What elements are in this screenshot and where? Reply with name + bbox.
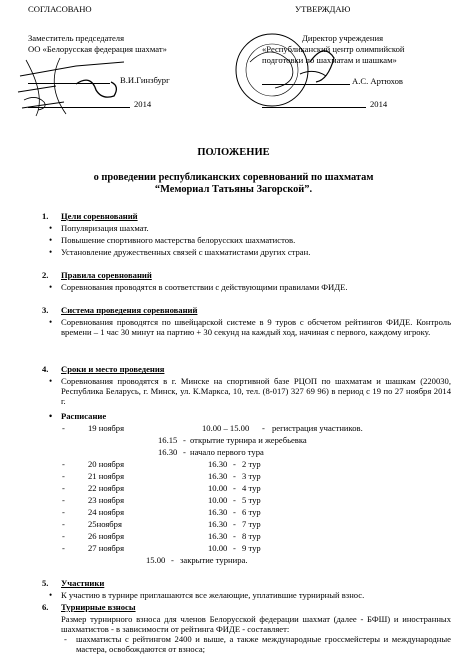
schedule-row bbox=[62, 459, 442, 469]
section-1-number: 1. bbox=[42, 211, 49, 221]
schedule-row bbox=[62, 423, 442, 433]
schedule-time: 10.00 bbox=[208, 543, 228, 553]
schedule-separator: - bbox=[262, 423, 265, 433]
schedule-time: 16.30 bbox=[208, 459, 228, 469]
schedule-dash: - bbox=[62, 483, 65, 493]
schedule-date: 19 ноября bbox=[88, 423, 125, 433]
section-1-item-3: • Установление дружественных связей с шахматистами других стран. bbox=[61, 247, 310, 257]
document-subtitle-line-1: о проведении республиканских соревнований по шахматам bbox=[93, 172, 374, 183]
schedule-separator: - bbox=[233, 507, 236, 517]
schedule-dash: - bbox=[62, 459, 65, 469]
schedule-dash: - bbox=[62, 543, 65, 553]
approval-left-signature-name: В.И.Гинзбург bbox=[120, 75, 170, 85]
section-6-text: Размер турнирного взноса для членов Белорусской федерации шахмат (далее - БФШ) и иностранных шахматистов - в зависимости от рейтинга ФИДЕ - составляет: bbox=[61, 614, 451, 634]
approval-right-title: УТВЕРЖДАЮ bbox=[295, 4, 351, 14]
schedule-separator: - bbox=[183, 447, 186, 457]
section-4-text: • Соревнования проводятся в г. Минске на спортивной базе РЦОП по шахматам и шашкам (220030, Республика Беларусь, г. Минск, ул. К.Маркса, 10, тел. (8-017) 327 69 96) в период с 19 по 27 ноября 2014 г. bbox=[61, 376, 451, 406]
schedule-row bbox=[62, 495, 442, 505]
schedule-event: 8 тур bbox=[242, 531, 261, 541]
approval-left-organization: ОО «Белорусская федерация шахмат» bbox=[28, 44, 167, 54]
schedule-date: 22 ноября bbox=[88, 483, 125, 493]
schedule-separator: - bbox=[233, 483, 236, 493]
schedule-date: 21 ноября bbox=[88, 471, 125, 481]
section-1-item-2: • Повышение спортивного мастерства белорусских шахматистов. bbox=[61, 235, 295, 245]
schedule-event: открытие турнира и жеребьевка bbox=[190, 435, 307, 445]
schedule-separator: - bbox=[183, 435, 186, 445]
schedule-date: 25ноября bbox=[88, 519, 122, 529]
schedule-event: 6 тур bbox=[242, 507, 261, 517]
schedule-time: 16.30 bbox=[158, 447, 178, 457]
section-5-number: 5. bbox=[42, 578, 49, 588]
schedule-event: начало первого тура bbox=[190, 447, 264, 457]
approval-right-organization-1: «Республиканский центр олимпийской bbox=[262, 44, 405, 54]
section-3-number: 3. bbox=[42, 305, 49, 315]
schedule-row bbox=[62, 447, 442, 457]
section-6-number: 6. bbox=[42, 602, 49, 612]
schedule-row bbox=[62, 435, 442, 445]
schedule-separator: - bbox=[171, 555, 174, 565]
schedule-event: 7 тур bbox=[242, 519, 261, 529]
schedule-date: 20 ноября bbox=[88, 459, 125, 469]
schedule-row bbox=[62, 507, 442, 517]
schedule-row bbox=[62, 471, 442, 481]
schedule-dash: - bbox=[62, 423, 65, 433]
schedule-row bbox=[62, 543, 442, 553]
schedule-date: 27 ноября bbox=[88, 543, 125, 553]
approval-right-position: Директор учреждения bbox=[302, 33, 384, 43]
schedule-row bbox=[62, 519, 442, 529]
section-5-title: Участники bbox=[61, 578, 105, 588]
schedule-time: 16.30 bbox=[208, 507, 228, 517]
section-2-title: Правила соревнований bbox=[61, 270, 152, 280]
document-subtitle-line-2: “Мемориал Татьяны Загорской”. bbox=[154, 184, 313, 195]
approval-right-date: 2014 bbox=[370, 99, 388, 109]
schedule-date: 26 ноября bbox=[88, 531, 125, 541]
document-title: ПОЛОЖЕНИЕ bbox=[197, 147, 270, 158]
schedule-row bbox=[62, 531, 442, 541]
schedule-event: 9 тур bbox=[242, 543, 261, 553]
schedule-event: 3 тур bbox=[242, 471, 261, 481]
left-stamp-seal bbox=[16, 56, 126, 118]
schedule-time: 16.30 bbox=[208, 531, 228, 541]
schedule-label: • Расписание bbox=[61, 411, 106, 421]
schedule-time: 10.00 bbox=[208, 483, 228, 493]
schedule-separator: - bbox=[233, 459, 236, 469]
schedule-event: регистрация участников. bbox=[272, 423, 363, 433]
section-6-title: Турнирные взносы bbox=[61, 602, 136, 612]
schedule-row bbox=[62, 483, 442, 493]
section-1-title: Цели соревнований bbox=[61, 211, 138, 221]
approval-left-title: СОГЛАСОВАНО bbox=[28, 4, 92, 14]
schedule-dash: - bbox=[62, 519, 65, 529]
schedule-separator: - bbox=[233, 531, 236, 541]
section-1-item-1: • Популяризация шахмат. bbox=[61, 223, 149, 233]
schedule-separator: - bbox=[233, 519, 236, 529]
approval-left-position: Заместитель председателя bbox=[28, 33, 125, 43]
approval-right-signature-name: А.С. Артюхов bbox=[352, 76, 403, 86]
schedule-time: 16.30 bbox=[208, 471, 228, 481]
schedule-time: 16.30 bbox=[208, 519, 228, 529]
schedule-dash: - bbox=[62, 531, 65, 541]
schedule-event: 5 тур bbox=[242, 495, 261, 505]
schedule-separator: - bbox=[233, 543, 236, 553]
schedule-event: 4 тур bbox=[242, 483, 261, 493]
approval-left-date: 2014 bbox=[134, 99, 152, 109]
right-stamp-seal bbox=[230, 22, 340, 112]
section-2-number: 2. bbox=[42, 270, 49, 280]
schedule-dash: - bbox=[62, 507, 65, 517]
schedule-row bbox=[62, 555, 442, 565]
schedule-time: 10.00 – 15.00 bbox=[202, 423, 250, 433]
schedule-date: 23 ноября bbox=[88, 495, 125, 505]
schedule-time: 16.15 bbox=[158, 435, 178, 445]
schedule-date: 24 ноября bbox=[88, 507, 125, 517]
section-4-number: 4. bbox=[42, 364, 49, 374]
section-6-dash-item: - шахматисты с рейтингом 2400 и выше, а также международные гроссмейстеры и международные мастера, освобождаются от взноса; bbox=[76, 634, 451, 654]
schedule-separator: - bbox=[233, 471, 236, 481]
section-5-item-1: • К участию в турнире приглашаются все желающие, уплатившие турнирный взнос. bbox=[61, 590, 364, 600]
schedule-event: 2 тур bbox=[242, 459, 261, 469]
schedule-dash: - bbox=[62, 471, 65, 481]
schedule-time: 10.00 bbox=[208, 495, 228, 505]
approval-right-organization-2: подготовки по шахматам и шашкам» bbox=[262, 55, 397, 65]
schedule-time: 15.00 bbox=[146, 555, 166, 565]
schedule-event: закрытие турнира. bbox=[180, 555, 248, 565]
section-3-title: Система проведения соревнований bbox=[61, 305, 198, 315]
schedule-dash: - bbox=[62, 495, 65, 505]
section-3-text: • Соревнования проводятся по швейцарской системе в 9 туров с обсчетом рейтингов ФИДЕ. Контроль времени – 1 час 30 минут на партию + 30 секунд на каждый ход, начиная с первого, каждому игроку. bbox=[61, 317, 451, 337]
section-2-item-1: • Соревнования проводятся в соответствии с действующими правилами ФИДЕ. bbox=[61, 282, 348, 292]
schedule-separator: - bbox=[233, 495, 236, 505]
section-4-title: Сроки и место проведения bbox=[61, 364, 165, 374]
